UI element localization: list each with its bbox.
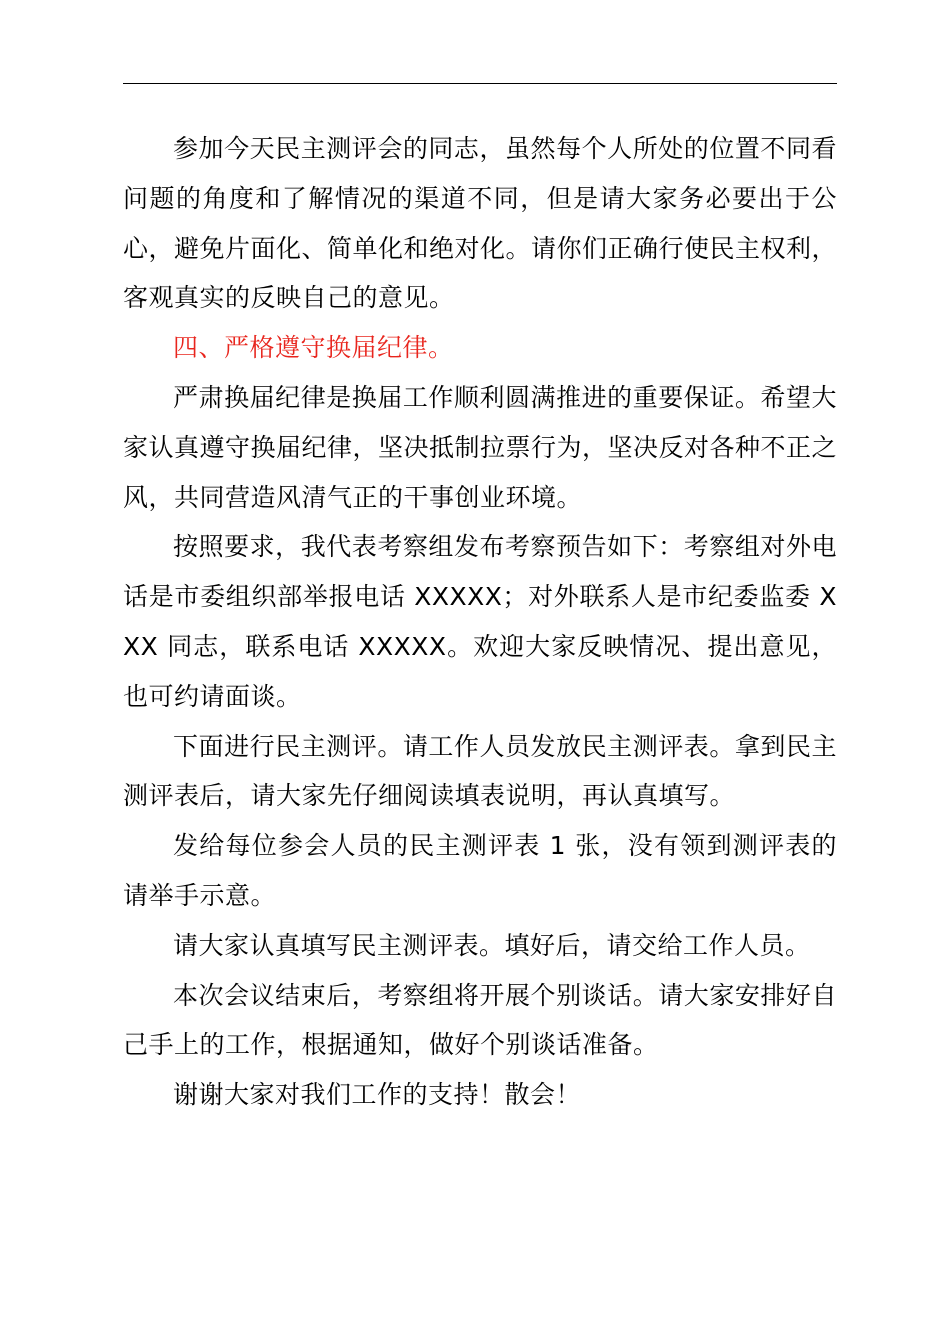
paragraph-closing: 谢谢大家对我们工作的支持！散会！	[173, 1080, 582, 1110]
paragraph-evaluation-start: 下面进行民主测评。请工作人员发放民主测评表。拿到民主测评表后，请大家先仔细阅读填表说明，再认真填写。	[123, 731, 837, 811]
paragraph-inspection-notice: 按照要求，我代表考察组发布考察预告如下：考察组对外电话是市委组织部举报电话 XXXXX；对外联系人是市纪委监委 XXX 同志，联系电话 XXXXX。欢迎大家反映情况、提出意见，也可约请面谈。	[123, 532, 837, 711]
header-rule	[123, 83, 837, 84]
paragraph-evaluation-appeal: 参加今天民主测评会的同志，虽然每个人所处的位置不同看问题的角度和了解情况的渠道不同，但是请大家务必要出于公心，避免片面化、简单化和绝对化。请你们正确行使民主权利，客观真实的反映自己的意见。	[123, 134, 838, 313]
paragraph-fill-form: 请大家认真填写民主测评表。填好后，请交给工作人员。	[173, 930, 811, 960]
section-heading-discipline: 四、严格遵守换届纪律。	[173, 333, 454, 363]
paragraph-individual-talks: 本次会议结束后，考察组将开展个别谈话。请大家安排好自己手上的工作，根据通知，做好个别谈话准备。	[123, 980, 837, 1060]
paragraph-discipline: 严肃换届纪律是换届工作顺利圆满推进的重要保证。希望大家认真遵守换届纪律，坚决抵制拉票行为，坚决反对各种不正之风，共同营造风清气正的干事创业环境。	[123, 382, 838, 512]
document-body	[123, 124, 837, 1120]
paragraph-form-distribution: 发给每位参会人员的民主测评表 1 张，没有领到测评表的请举手示意。	[123, 831, 837, 910]
